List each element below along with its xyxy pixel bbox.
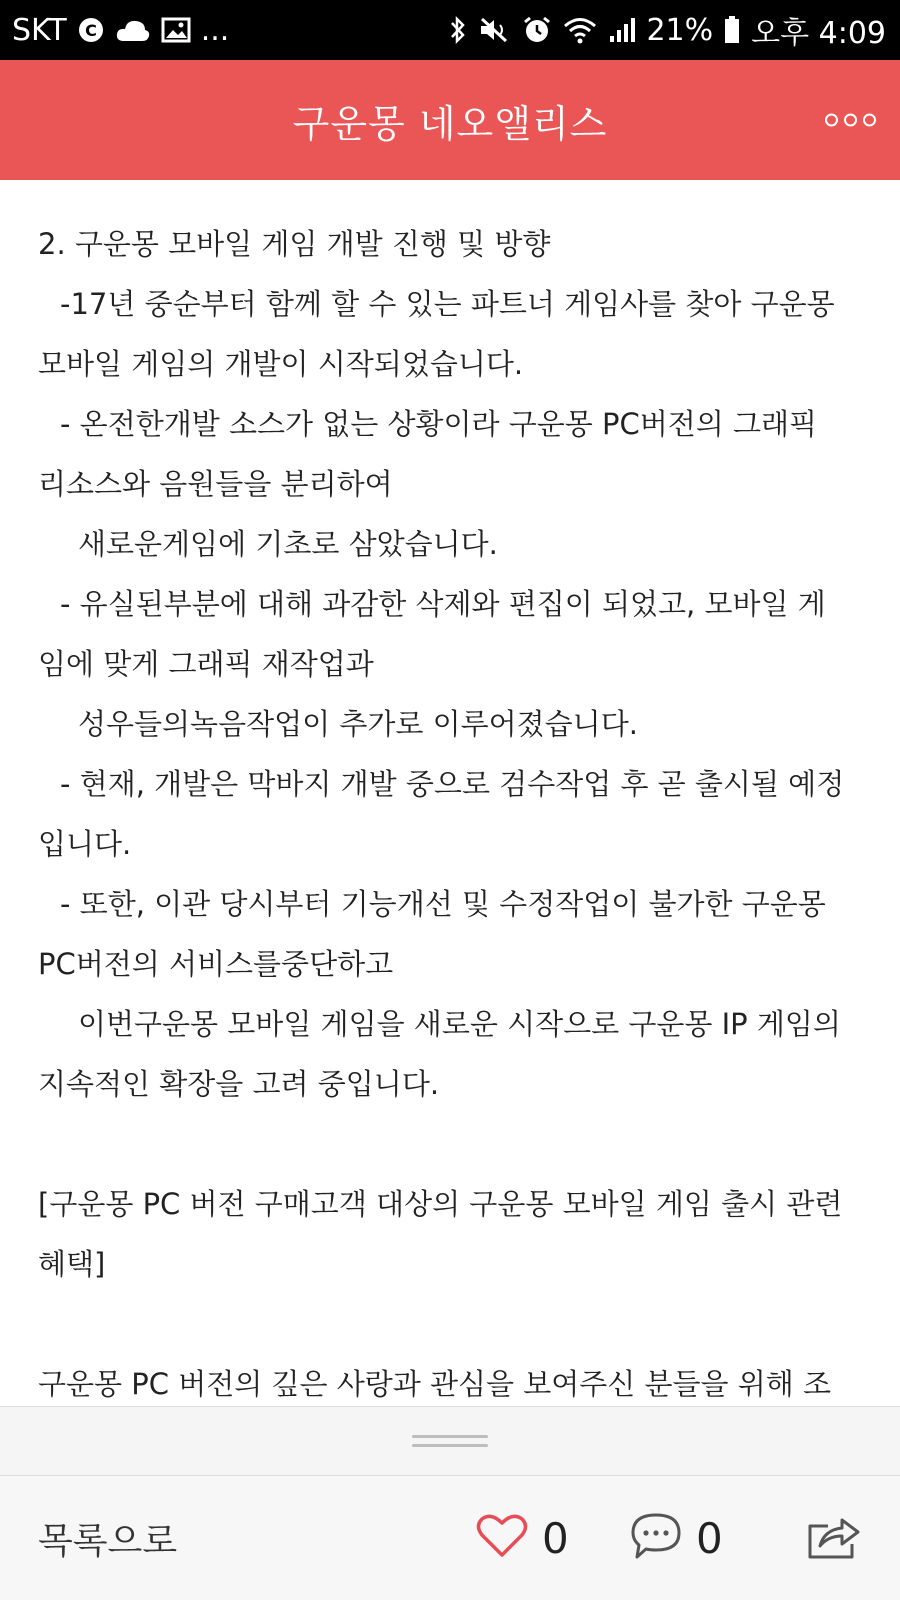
article-body — [0, 180, 900, 1406]
more-dot — [825, 114, 838, 127]
handle-grip-line — [412, 1435, 488, 1438]
article-line: 지속적인 확장을 고려 중입니다. — [38, 1067, 440, 1101]
more-dots-icon[interactable] — [825, 114, 876, 127]
article-line — [38, 1294, 862, 1354]
svg-text:C: C — [84, 21, 97, 40]
share-icon — [806, 1512, 862, 1564]
app-bar — [0, 60, 900, 180]
heart-icon — [476, 1513, 528, 1563]
bottom-action-bar — [0, 1476, 900, 1600]
bottom-sheet-handle[interactable] — [0, 1406, 900, 1476]
notification-c-icon — [77, 16, 105, 44]
status-bar — [0, 0, 900, 60]
article-line: 입니다. — [38, 827, 132, 861]
article-line: - 또한, 이관 당시부터 기능개선 및 수정작업이 불가한 구운몽 — [60, 887, 826, 921]
article-line — [38, 1114, 862, 1174]
cloud-icon — [115, 17, 151, 43]
handle-grip-line — [412, 1444, 488, 1447]
article-line: [구운몽 PC 버전 구매고객 대상의 구운몽 모바일 게임 출시 관련 — [38, 1187, 843, 1221]
speech-bubble-icon — [630, 1512, 682, 1564]
article-line: -17년 중순부터 함께 할 수 있는 파트너 게임사를 찾아 구운몽 — [60, 287, 835, 321]
article-line: - 유실된부분에 대해 과감한 삭제와 편집이 되었고, 모바일 게 — [60, 587, 826, 621]
article-line: 모바일 게임의 개발이 시작되었습니다. — [38, 347, 524, 381]
mute-icon — [478, 15, 512, 45]
clock: 오후 4:09 — [751, 16, 886, 51]
article-line: 리소스와 음원들을 분리하여 — [38, 467, 393, 501]
more-dot — [844, 114, 857, 127]
comment-count: 0 — [696, 1513, 723, 1563]
article-line: - 현재, 개발은 막바지 개발 중으로 검수작업 후 곧 출시될 예정 — [60, 767, 845, 801]
more-notifications: ... — [200, 12, 230, 48]
alarm-icon — [522, 15, 552, 45]
article-line: 성우들의녹음작업이 추가로 이루어졌습니다. — [78, 707, 638, 741]
article-line: 임에 맞게 그래픽 재작업과 — [38, 647, 374, 681]
back-to-list-link[interactable]: 목록으로 — [38, 1520, 178, 1562]
article-line: 새로운게임에 기초로 삼았습니다. — [78, 527, 498, 561]
image-icon — [161, 17, 191, 43]
share-button[interactable] — [806, 1512, 862, 1564]
bluetooth-icon — [448, 15, 468, 45]
status-right — [448, 8, 886, 52]
comment-button[interactable] — [630, 1512, 723, 1564]
page-title: 구운몽 네오앨리스 — [292, 101, 608, 146]
article-line: 구운몽 PC 버전의 깊은 사랑과 관심을 보여주신 분들을 위해 조 — [38, 1367, 832, 1401]
wifi-icon — [562, 15, 598, 45]
more-dot — [863, 114, 876, 127]
article-line: PC버전의 서비스를중단하고 — [38, 947, 394, 981]
carrier-label: SKT — [12, 12, 67, 48]
like-count: 0 — [542, 1513, 569, 1563]
article-line: 이번구운몽 모바일 게임을 새로운 시작으로 구운몽 IP 게임의 — [78, 1007, 841, 1041]
like-button[interactable] — [476, 1513, 569, 1563]
article-line: - 온전한개발 소스가 없는 상황이라 구운몽 PC버전의 그래픽 — [60, 407, 818, 441]
article-line: 혜택] — [38, 1247, 106, 1281]
battery-icon — [723, 15, 741, 45]
article-line: 2. 구운몽 모바일 게임 개발 진행 및 방향 — [38, 227, 551, 261]
status-left — [12, 13, 229, 48]
battery-percent: 21% — [646, 12, 714, 48]
signal-icon — [608, 16, 636, 44]
